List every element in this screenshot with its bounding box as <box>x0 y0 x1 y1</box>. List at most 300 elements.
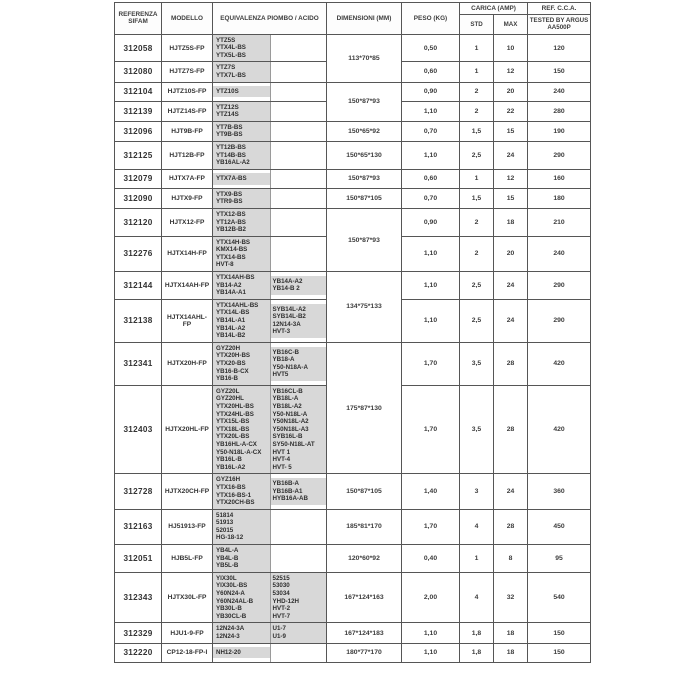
equiv-list-1 <box>213 62 270 81</box>
equiv-item: YTX5L-BS <box>216 51 246 59</box>
equiv-list-1 <box>213 386 270 474</box>
table-row <box>115 208 591 236</box>
table-body <box>115 34 591 662</box>
equiv-item: YTX7L-BS <box>216 71 246 79</box>
equiv-list-1 <box>213 102 270 121</box>
model-cell: CP12-18-FP-I <box>162 643 213 662</box>
equivalence-cell <box>213 643 327 662</box>
ref-sifam-cell: 312120 <box>115 208 162 236</box>
carica-max-cell: 8 <box>494 545 528 573</box>
equiv-item: YB16CL-B <box>272 387 303 395</box>
dimensions-cell: 134*75*133 <box>327 272 402 343</box>
equiv-item: YTX12-BS <box>216 210 246 218</box>
equiv-item: Y50-N18L-A-CX <box>216 448 262 456</box>
equiv-item: YTX14L-BS <box>216 309 250 317</box>
equivalence-lists <box>213 62 326 81</box>
equiv-item: KMX14-BS <box>216 246 248 254</box>
cca-cell: 190 <box>528 121 591 141</box>
peso-cell: 0,40 <box>402 545 460 573</box>
carica-max-cell: 15 <box>494 121 528 141</box>
carica-max-cell: 20 <box>494 82 528 101</box>
equiv-item: YB5L-B <box>216 562 239 570</box>
table-row <box>115 34 591 62</box>
peso-cell: 0,50 <box>402 34 460 62</box>
equiv-item: YB16-B-CX <box>216 367 249 375</box>
equiv-item: YT12B-BS <box>216 143 246 151</box>
cca-cell: 150 <box>528 623 591 643</box>
cca-cell: 120 <box>528 34 591 62</box>
equiv-item: YTZ5S <box>216 36 236 44</box>
equiv-item: YB16B-A1 <box>272 487 303 495</box>
dimensions-cell: 180*77*170 <box>327 643 402 662</box>
table-row <box>115 272 591 300</box>
equivalence-cell <box>213 82 327 101</box>
carica-std-cell: 1 <box>460 169 494 188</box>
equivalence-cell <box>213 188 327 208</box>
equiv-item: 12N24-3A <box>216 625 245 633</box>
equiv-item: YB16C-B <box>272 348 299 356</box>
header-equivalenza: EQUIVALENZA PIOMBO / ACIDO <box>213 3 327 35</box>
equivalence-lists <box>213 237 326 271</box>
equivalence-lists <box>213 644 326 662</box>
table-row <box>115 169 591 188</box>
carica-std-cell: 1,5 <box>460 121 494 141</box>
equivalence-cell <box>213 34 327 62</box>
equivalence-lists <box>213 209 326 236</box>
dimensions-cell: 150*87*93 <box>327 208 402 271</box>
equiv-item: 12N14-3A <box>272 320 301 328</box>
equiv-item: SYB14L-A2 <box>272 305 306 313</box>
equiv-item: 51814 <box>216 511 234 519</box>
equivalence-cell <box>213 208 327 236</box>
peso-cell: 1,70 <box>402 342 460 385</box>
table-row <box>115 342 591 385</box>
equiv-list-2 <box>270 573 327 623</box>
header-std: STD <box>460 15 494 34</box>
equivalence-cell <box>213 62 327 82</box>
carica-std-cell: 1 <box>460 62 494 82</box>
carica-std-cell: 2,5 <box>460 272 494 300</box>
carica-max-cell: 28 <box>494 342 528 385</box>
equiv-item: YIX30L <box>216 574 237 582</box>
carica-std-cell: 1 <box>460 545 494 573</box>
equiv-item: YTX20L-BS <box>216 433 250 441</box>
header-ref-cca: REF. C.C.A. <box>528 3 591 15</box>
equiv-item: U1-7 <box>272 625 286 633</box>
carica-max-cell: 24 <box>494 272 528 300</box>
equiv-item: 52015 <box>216 526 234 534</box>
dimensions-cell: 150*87*105 <box>327 474 402 509</box>
equiv-list-2 <box>270 304 327 338</box>
cca-cell: 150 <box>528 62 591 82</box>
equiv-item: YTZ7S <box>216 64 236 72</box>
carica-std-cell: 2,5 <box>460 299 494 342</box>
header-max: MAX <box>494 15 528 34</box>
equiv-item: YB18L-A <box>272 395 299 403</box>
equiv-item: 53034 <box>272 590 290 598</box>
equiv-list-2 <box>270 478 327 505</box>
cca-cell: 290 <box>528 299 591 342</box>
equivalence-lists <box>213 122 326 141</box>
table-header <box>115 3 591 35</box>
equiv-item: YTZ14S <box>216 111 239 119</box>
ref-sifam-cell: 312090 <box>115 188 162 208</box>
ref-sifam-cell: 312341 <box>115 342 162 385</box>
equiv-item: 52515 <box>272 574 290 582</box>
cca-cell: 450 <box>528 509 591 544</box>
equivalence-cell <box>213 272 327 300</box>
cca-cell: 420 <box>528 385 591 474</box>
equiv-item: HYB16A-AB <box>272 495 308 503</box>
peso-cell: 0,90 <box>402 82 460 101</box>
ref-sifam-cell: 312079 <box>115 169 162 188</box>
dimensions-cell: 150*87*93 <box>327 82 402 121</box>
equiv-item: YTZ12S <box>216 103 239 111</box>
equiv-item: YB14A-A2 <box>272 277 303 285</box>
table-row <box>115 545 591 573</box>
peso-cell: 0,60 <box>402 62 460 82</box>
ref-sifam-cell: 312096 <box>115 121 162 141</box>
header-peso: PESO (KG) <box>402 3 460 35</box>
peso-cell: 1,40 <box>402 474 460 509</box>
equiv-item: YB4L-B <box>216 554 239 562</box>
carica-std-cell: 3,5 <box>460 385 494 474</box>
equiv-item: HVT 1 <box>272 448 291 456</box>
equivalence-lists <box>213 573 326 623</box>
carica-max-cell: 10 <box>494 34 528 62</box>
equiv-item: Y50N18L-A2 <box>272 418 309 426</box>
equivalence-cell <box>213 385 327 474</box>
equiv-item: Y60N24-A <box>216 590 245 598</box>
equivalence-lists <box>213 35 326 62</box>
equiv-list-1 <box>213 573 270 623</box>
peso-cell: 0,90 <box>402 208 460 236</box>
equivalence-lists <box>213 545 326 572</box>
carica-max-cell: 20 <box>494 236 528 271</box>
table-row <box>115 121 591 141</box>
carica-std-cell: 1,8 <box>460 643 494 662</box>
cca-cell: 210 <box>528 208 591 236</box>
equiv-item: YTX14AH-BS <box>216 274 255 282</box>
cca-cell: 240 <box>528 82 591 101</box>
equiv-item: YB18L-A2 <box>272 402 302 410</box>
equiv-item: SYB16L-B <box>272 433 303 441</box>
cca-cell: 95 <box>528 545 591 573</box>
ref-sifam-cell: 312058 <box>115 34 162 62</box>
equiv-list-1 <box>213 343 270 385</box>
equiv-item: YTX14-BS <box>216 253 246 261</box>
equiv-item: YTX18L-BS <box>216 425 250 433</box>
model-cell: HJTX14H-FP <box>162 236 213 271</box>
dimensions-cell: 113*70*85 <box>327 34 402 82</box>
equiv-item: HVT-7 <box>272 612 291 620</box>
peso-cell: 2,00 <box>402 572 460 623</box>
equivalence-lists <box>213 189 326 208</box>
equivalence-cell <box>213 509 327 544</box>
dimensions-cell: 120*60*92 <box>327 545 402 573</box>
ref-sifam-cell: 312104 <box>115 82 162 101</box>
peso-cell: 1,70 <box>402 509 460 544</box>
equiv-item: YB16L-A2 <box>216 463 246 471</box>
equiv-item: YIX30L-BS <box>216 582 248 590</box>
peso-cell: 1,70 <box>402 385 460 474</box>
equiv-item: YHD-12H <box>272 597 299 605</box>
equivalence-cell <box>213 623 327 643</box>
equivalence-cell <box>213 342 327 385</box>
equivalence-lists <box>213 142 326 169</box>
carica-max-cell: 12 <box>494 169 528 188</box>
model-cell: HJTZ7S-FP <box>162 62 213 82</box>
equivalence-lists <box>213 623 326 642</box>
header-dimensioni: DIMENSIONI (MM) <box>327 3 402 35</box>
dimensions-cell: 167*124*163 <box>327 572 402 623</box>
equiv-item: GYZ20HL <box>216 395 244 403</box>
equiv-item: 53030 <box>272 582 290 590</box>
header-carica-amp: CARICA (AMP) <box>460 3 528 15</box>
equiv-item: SYB14L-B2 <box>272 313 306 321</box>
table-row <box>115 474 591 509</box>
cca-cell: 290 <box>528 141 591 169</box>
table-row <box>115 623 591 643</box>
ref-sifam-cell: 312728 <box>115 474 162 509</box>
equiv-item: U1-9 <box>272 633 286 641</box>
equiv-item: YB14L-A2 <box>216 324 246 332</box>
carica-std-cell: 1 <box>460 34 494 62</box>
peso-cell: 1,10 <box>402 236 460 271</box>
cca-cell: 420 <box>528 342 591 385</box>
equiv-item: HG-18-12 <box>216 534 244 542</box>
table-row <box>115 509 591 544</box>
carica-std-cell: 4 <box>460 572 494 623</box>
carica-max-cell: 32 <box>494 572 528 623</box>
model-cell: HJTZ14S-FP <box>162 101 213 121</box>
equivalence-cell <box>213 121 327 141</box>
equiv-list-1 <box>213 510 270 544</box>
equiv-list-1 <box>213 142 270 169</box>
carica-max-cell: 24 <box>494 474 528 509</box>
equiv-list-1 <box>213 35 270 62</box>
equiv-list-2 <box>270 276 327 295</box>
equivalence-cell <box>213 299 327 342</box>
ref-sifam-cell: 312051 <box>115 545 162 573</box>
equiv-item: GYZ16H <box>216 476 241 484</box>
equiv-item: YTZ10S <box>216 87 239 95</box>
peso-cell: 1,10 <box>402 299 460 342</box>
equiv-item: YB14-A2 <box>216 281 242 289</box>
model-cell: HJTX7A-FP <box>162 169 213 188</box>
ref-sifam-cell: 312329 <box>115 623 162 643</box>
header-modello: MODELLO <box>162 3 213 35</box>
equiv-item: YTX14H-BS <box>216 238 251 246</box>
equiv-item: Y50-N18L-A <box>272 410 308 418</box>
cca-cell: 180 <box>528 188 591 208</box>
model-cell: HJTX12-FP <box>162 208 213 236</box>
equiv-item: HVT-3 <box>272 328 291 336</box>
equiv-list-2 <box>270 347 327 381</box>
dimensions-cell: 185*81*170 <box>327 509 402 544</box>
carica-max-cell: 22 <box>494 101 528 121</box>
equivalence-lists <box>213 510 326 544</box>
peso-cell: 1,10 <box>402 272 460 300</box>
equiv-item: HVT5 <box>272 371 289 379</box>
equivalence-cell <box>213 474 327 509</box>
equiv-list-1 <box>213 209 270 236</box>
model-cell: HJTX14AHL-FP <box>162 299 213 342</box>
equiv-item: HVT-4 <box>272 456 291 464</box>
equiv-item: HVT- 5 <box>272 463 292 471</box>
model-cell: HJTX20CH-FP <box>162 474 213 509</box>
carica-std-cell: 2 <box>460 82 494 101</box>
ref-sifam-cell: 312220 <box>115 643 162 662</box>
table-row <box>115 643 591 662</box>
peso-cell: 1,10 <box>402 643 460 662</box>
equivalence-cell <box>213 169 327 188</box>
equivalence-lists <box>213 474 326 508</box>
equiv-list-2 <box>270 623 327 642</box>
peso-cell: 1,10 <box>402 101 460 121</box>
equiv-item: GYZ20H <box>216 344 241 352</box>
cca-cell: 160 <box>528 169 591 188</box>
carica-max-cell: 28 <box>494 385 528 474</box>
equiv-item: YB30CL-B <box>216 612 247 620</box>
equiv-list-1 <box>213 545 270 572</box>
cca-cell: 240 <box>528 236 591 271</box>
equiv-item: HVT-8 <box>216 261 234 269</box>
equiv-list-1 <box>213 122 270 141</box>
equiv-item: YB12B-B2 <box>216 226 246 234</box>
carica-std-cell: 4 <box>460 509 494 544</box>
ref-sifam-cell: 312125 <box>115 141 162 169</box>
equiv-item: YB14L-B2 <box>216 332 246 340</box>
model-cell: HJT12B-FP <box>162 141 213 169</box>
battery-equivalence-table-wrap <box>114 2 592 663</box>
carica-max-cell: 15 <box>494 188 528 208</box>
battery-equivalence-table <box>114 2 591 663</box>
carica-std-cell: 2 <box>460 101 494 121</box>
peso-cell: 0,70 <box>402 121 460 141</box>
equiv-item: Y50N18L-A3 <box>272 425 309 433</box>
equivalence-lists <box>213 386 326 474</box>
equiv-item: YB16HL-A-CX <box>216 440 257 448</box>
cca-cell: 290 <box>528 272 591 300</box>
carica-max-cell: 18 <box>494 643 528 662</box>
carica-std-cell: 2 <box>460 236 494 271</box>
equiv-item: SY50-N18L-AT <box>272 440 315 448</box>
model-cell: HJTX30L-FP <box>162 572 213 623</box>
equiv-item: YB14-B 2 <box>272 285 300 293</box>
equiv-item: YTX24HL-BS <box>216 410 254 418</box>
equiv-item: NH12-20 <box>216 648 241 656</box>
carica-std-cell: 3 <box>460 474 494 509</box>
equiv-list-1 <box>213 272 270 299</box>
model-cell: HJ51913-FP <box>162 509 213 544</box>
equiv-list-1 <box>213 189 270 208</box>
equiv-item: YB14A-A1 <box>216 289 246 297</box>
ref-sifam-cell: 312276 <box>115 236 162 271</box>
ref-sifam-cell: 312139 <box>115 101 162 121</box>
equiv-list-1 <box>213 300 270 342</box>
carica-max-cell: 24 <box>494 299 528 342</box>
ref-sifam-cell: 312343 <box>115 572 162 623</box>
equiv-item: YT14B-BS <box>216 151 246 159</box>
cca-cell: 540 <box>528 572 591 623</box>
model-cell: HJTZ10S-FP <box>162 82 213 101</box>
equiv-item: YTX7A-BS <box>216 174 247 182</box>
carica-max-cell: 24 <box>494 141 528 169</box>
ref-sifam-cell: 312138 <box>115 299 162 342</box>
carica-max-cell: 18 <box>494 623 528 643</box>
carica-std-cell: 1,8 <box>460 623 494 643</box>
carica-std-cell: 1,5 <box>460 188 494 208</box>
ref-sifam-cell: 312080 <box>115 62 162 82</box>
carica-max-cell: 28 <box>494 509 528 544</box>
cca-cell: 150 <box>528 643 591 662</box>
header-referenza-sifam: REFERENZA SIFAM <box>115 3 162 35</box>
peso-cell: 1,10 <box>402 141 460 169</box>
model-cell: HJTX20HL-FP <box>162 385 213 474</box>
equivalence-lists <box>213 300 326 342</box>
equiv-item: YB16B-A <box>272 480 299 488</box>
equiv-item: YB30L-B <box>216 605 242 613</box>
table-row <box>115 572 591 623</box>
equiv-item: GYZ20L <box>216 387 240 395</box>
peso-cell: 0,60 <box>402 169 460 188</box>
dimensions-cell: 150*65*130 <box>327 141 402 169</box>
equivalence-lists <box>213 343 326 385</box>
equiv-item: YTX16-BS-1 <box>216 491 252 499</box>
equiv-item: YB16AL-A2 <box>216 159 250 167</box>
equiv-list-1 <box>213 647 270 659</box>
equiv-item: YB16L-B <box>216 456 242 464</box>
equiv-item: Y60N24AL-B <box>216 597 254 605</box>
ref-sifam-cell: 312403 <box>115 385 162 474</box>
equiv-item: 51913 <box>216 519 234 527</box>
ref-sifam-cell: 312144 <box>115 272 162 300</box>
dimensions-cell: 150*65*92 <box>327 121 402 141</box>
table-row <box>115 141 591 169</box>
header-tested-by: TESTED BY ARGUS AA500P <box>528 15 591 34</box>
peso-cell: 1,10 <box>402 623 460 643</box>
equiv-item: YT7B-BS <box>216 123 243 131</box>
equiv-list-1 <box>213 237 270 271</box>
equiv-list-1 <box>213 173 270 185</box>
equiv-item: YB14L-A1 <box>216 317 246 325</box>
equiv-item: YTX20H-BS <box>216 352 251 360</box>
equivalence-lists <box>213 272 326 299</box>
table-row <box>115 188 591 208</box>
ref-sifam-cell: 312163 <box>115 509 162 544</box>
carica-std-cell: 3,5 <box>460 342 494 385</box>
carica-max-cell: 18 <box>494 208 528 236</box>
peso-cell: 0,70 <box>402 188 460 208</box>
equiv-item: YB18-A <box>272 356 295 364</box>
cca-cell: 280 <box>528 101 591 121</box>
equivalence-lists <box>213 83 326 101</box>
equiv-item: YT12A-BS <box>216 218 246 226</box>
model-cell: HJB5L-FP <box>162 545 213 573</box>
equivalence-cell <box>213 236 327 271</box>
equiv-item: YTX4L-BS <box>216 44 246 52</box>
carica-std-cell: 2 <box>460 208 494 236</box>
equiv-list-1 <box>213 474 270 508</box>
dimensions-cell: 175*87*130 <box>327 342 402 474</box>
equiv-item: 12N24-3 <box>216 633 240 641</box>
equiv-item: YTR9-BS <box>216 198 243 206</box>
equiv-list-1 <box>213 86 270 98</box>
equivalence-lists <box>213 102 326 121</box>
model-cell: HJU1-9-FP <box>162 623 213 643</box>
equiv-item: YTX20-BS <box>216 360 246 368</box>
